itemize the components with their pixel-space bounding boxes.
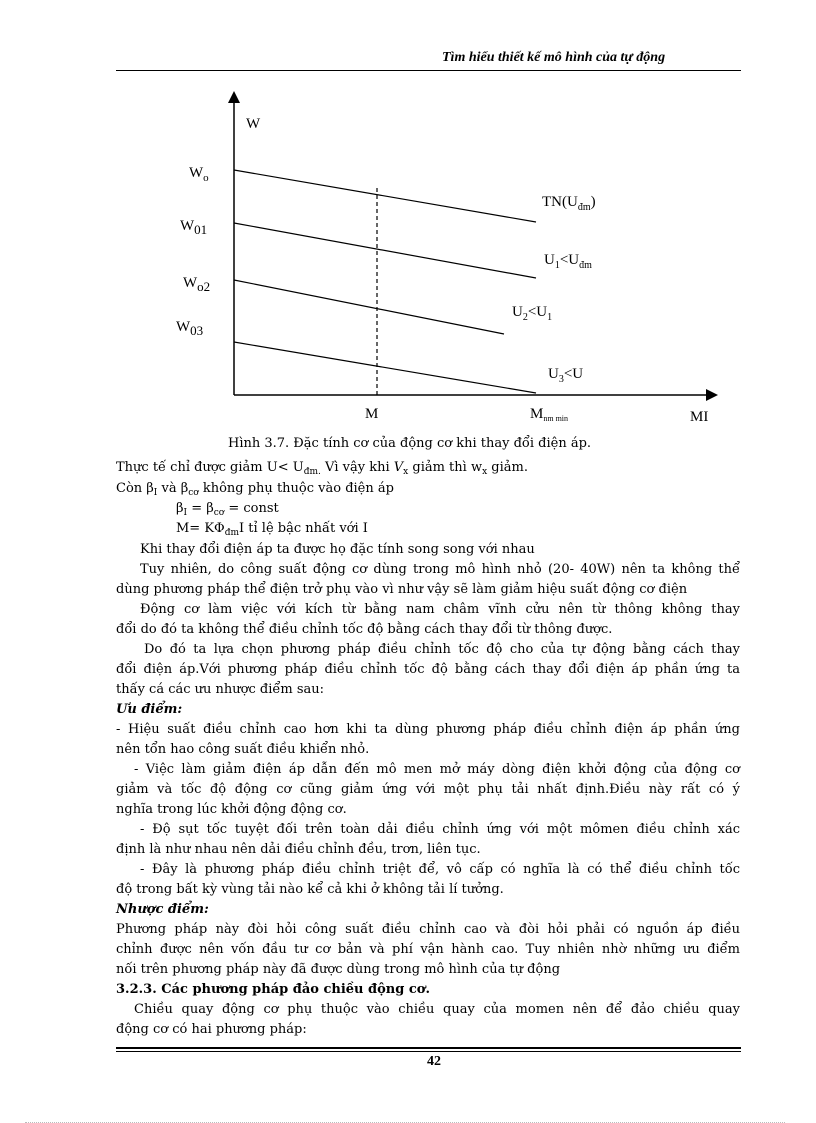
text-line: động cơ có hai phương pháp: (116, 1022, 307, 1037)
y-axis-label: W (246, 116, 261, 132)
label-w01: W01 (180, 218, 208, 237)
series-label-u1: $U_1<U_{đm}$ (544, 252, 592, 271)
text-line: đổi điện áp.Với phương pháp điều chỉnh tốc độ bằng cách thay đổi điện áp phần ứng ta (116, 662, 740, 677)
text-line: nghĩa trong lúc khởi động động cơ. (116, 802, 347, 817)
text-line: - Việc làm giảm điện áp dẫn đến mô men mở máy dòng điện khởi động của động cơ (134, 762, 740, 777)
text-line: Thực tế chỉ được giảm $U< U_{đm.}$ Vì vậy khi $V_x$ giảm thì $w_x$ giảm. (116, 460, 528, 477)
text-line: - Độ sụt tốc tuyệt đối trên toàn dải điều chỉnh ứng với một mômen điều chỉnh xác (140, 822, 740, 837)
label-w0: $W_o$ (189, 165, 209, 184)
text-line: dùng phương pháp thể điện trở phụ vào vì như vậy sẽ làm giảm hiệu suất động cơ điện (116, 582, 688, 597)
text-line: đổi do đó ta không thể điều chỉnh tốc độ bằng cách thay đổi từ thông được. (116, 622, 613, 637)
text-line: chỉnh được nên vốn đầu tư cơ bản và phí vận hành cao. Tuy nhiên nhờ những ưu điểm (116, 942, 740, 957)
section-heading: 3.2.3. Các phương pháp đảo chiều động cơ. (116, 982, 430, 997)
x-axis-label: MI (690, 409, 709, 425)
text-line: - Đây là phương pháp điều chỉnh triệt để, vô cấp có nghĩa là có thể điều chỉnh tốc (140, 862, 740, 877)
text-line: nối trên phương pháp này đã được dùng trong mô hình của tự động (116, 962, 561, 977)
text-line: độ trong bất kỳ vùng tải nào kể cả khi ở không tải lí tưởng. (116, 882, 504, 897)
formula-line: $\beta_I = \beta_{cơ}$ = const (176, 501, 279, 518)
text-line: Tuy nhiên, do công suất động cơ dùng trong mô hình nhỏ (20- 40W) nên ta không thể (140, 562, 740, 577)
series-label-tn: $TN(U_{đm})$ (542, 194, 596, 213)
figure-caption: Hình 3.7. Đặc tính cơ của động cơ khi thay đổi điện áp. (228, 436, 592, 451)
series-line-tn (234, 170, 536, 222)
text-line: Do đó ta lựa chọn phương pháp điều chỉnh tốc độ cho của tự động bằng cách thay (144, 642, 740, 657)
text-line: định là như nhau nên dải điều chỉnh đều, trơn, liên tục. (116, 842, 481, 857)
page-header-title: Tìm hiểu thiết kế mô hình của tự động (442, 50, 666, 65)
subheading-disadvantages: Nhược điểm: (116, 902, 209, 917)
footer-rule-thin (116, 1051, 741, 1052)
page-number: 42 (427, 1054, 441, 1069)
x-tick-m: M (365, 406, 379, 422)
text-line: Chiều quay động cơ phụ thuộc vào chiều quay của momen nên để đảo chiều quay (134, 1002, 740, 1017)
formula-line: $M= K\Phi_{đm}I$ tỉ lệ bậc nhất với I (176, 521, 368, 538)
series-label-u2: $U_2<U_1$ (512, 304, 553, 323)
x-tick-mnm: $M_{nm min}$ (530, 406, 569, 423)
text-line: thấy cá các ưu nhược điểm sau: (116, 682, 324, 697)
series-line-u3 (234, 342, 536, 393)
text-line: giảm và tốc độ động cơ cũng giảm ứng với một phụ tải nhất định.Điều này rất có ý (116, 782, 740, 797)
footer-rule (116, 1047, 741, 1049)
subheading-advantages: Ưu điểm: (116, 702, 183, 717)
series-line-u1 (234, 223, 536, 278)
label-w03: W03 (176, 319, 204, 338)
motor-characteristic-chart (0, 0, 816, 460)
text-line: - Hiệu suất điều chỉnh cao hơn khi ta dùng phương pháp điều chỉnh điện áp phần ứng (116, 722, 740, 737)
text-line: Phương pháp này đòi hỏi công suất điều chỉnh cao và đòi hỏi phải có nguồn áp điều (116, 922, 740, 937)
label-w02: Wo2 (183, 275, 211, 294)
text-line: Khi thay đổi điện áp ta được họ đặc tính song song với nhau (140, 542, 535, 557)
text-line: nên tổn hao công suất điều khiển nhỏ. (116, 742, 370, 757)
text-line: Động cơ làm việc với kích từ bằng nam châm vĩnh cửu nên từ thông không thay (140, 602, 740, 617)
text-line: Còn $\beta_I$ và $\beta_{cơ}$ không phụ thuộc vào điện áp (116, 481, 394, 498)
series-label-u3: $U_3<U$ (548, 366, 584, 385)
series-line-u2 (234, 280, 504, 334)
